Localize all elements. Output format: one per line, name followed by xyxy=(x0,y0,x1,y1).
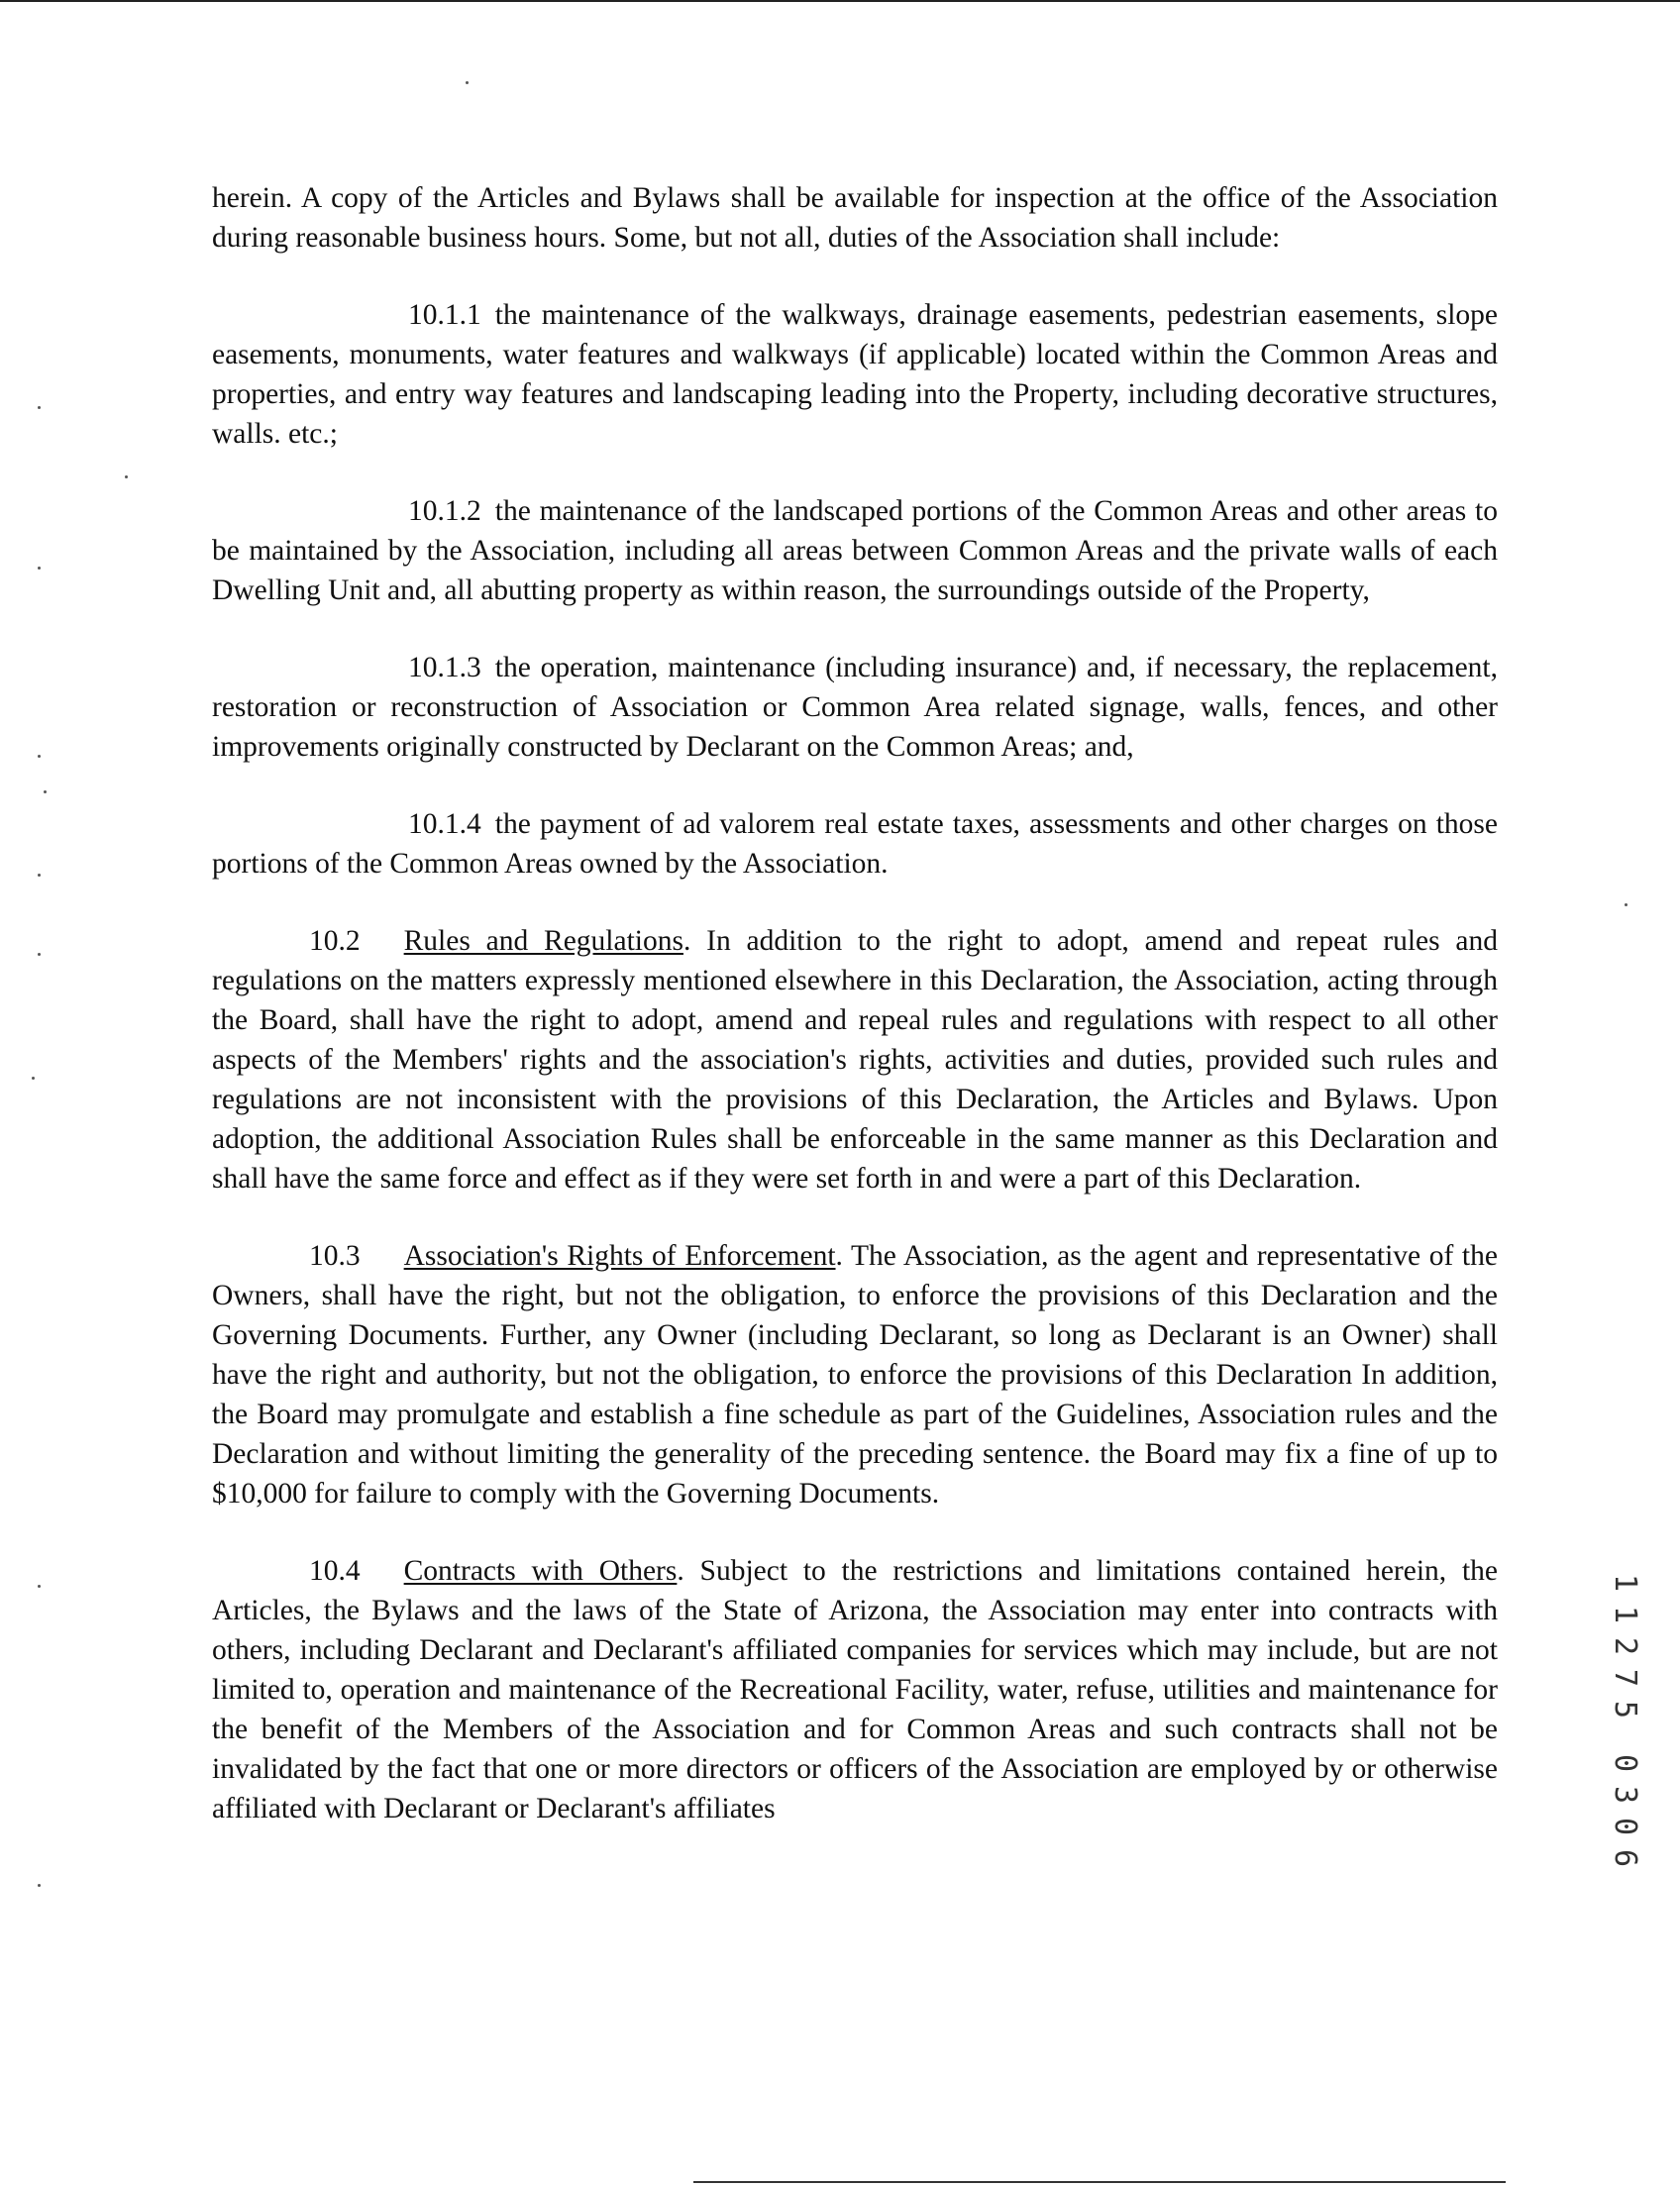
clause-number: 10.1.1 xyxy=(408,299,481,331)
stamp-digit: 3 xyxy=(1608,1785,1642,1805)
stamp-gap xyxy=(1611,1725,1638,1747)
clause-number: 10.1.2 xyxy=(408,495,481,527)
clause-10-1-4 xyxy=(212,804,1498,884)
recording-stamp xyxy=(1608,1567,1642,1874)
clause-10-1-2 xyxy=(212,491,1498,610)
section-10-4 xyxy=(212,1551,1498,1828)
section-heading: Rules and Regulations xyxy=(403,925,683,957)
scan-speck xyxy=(38,567,41,570)
stamp-digit: 6 xyxy=(1608,1848,1642,1868)
scan-speck xyxy=(38,874,41,877)
stamp-digit: 0 xyxy=(1608,1817,1642,1836)
stamp-digit: 5 xyxy=(1608,1700,1642,1719)
section-text: . Subject to the restrictions and limitations contained herein, the Articles, the Bylaws and the laws of the State of Arizona, the Association may enter into contracts with others, including Declarant and Declarant's affiliated companies for services which may include, but are not limited to, operation and maintenance of the Recreational Facility, water, refuse, utilities and maintenance for the benefit of the Members of the Association and for Common Areas and such contracts shall not be invalidated by the fact that one or more directors or officers of the Association are employed by or otherwise affiliated with Declarant or Declarant's affiliates xyxy=(212,1555,1499,1824)
section-text: . The Association, as the agent and representative of the Owners, shall have the right, but not the obligation, to enforce the provisions of this Declaration and the Governing Documents. Further, any Owner (including Declarant, so long as Declarant is an Owner) shall have the right and authority, but not the obligation, to enforce the provisions of this Declaration In addition, the Board may promulgate and establish a fine schedule as part of the Guidelines, Association rules and the Declaration and without limiting the generality of the preceding sentence. the Board may fix a fine of up to $10,000 for failure to comply with the Governing Documents. xyxy=(212,1240,1498,1510)
scan-speck xyxy=(38,1884,41,1887)
intro-text: herein. A copy of the Articles and Bylaws shall be available for inspection at the office of the Association during reasonable business hours. Some, but not all, duties of the Association shall include: xyxy=(212,182,1498,254)
section-10-2 xyxy=(212,921,1498,1198)
stamp-digit: 7 xyxy=(1608,1668,1642,1688)
stamp-digit: 0 xyxy=(1608,1753,1642,1773)
clause-10-1-1 xyxy=(212,295,1498,454)
document-body xyxy=(212,178,1498,1866)
scan-speck xyxy=(125,475,128,478)
clause-10-1-3 xyxy=(212,648,1498,767)
section-heading: Contracts with Others xyxy=(403,1555,678,1587)
section-number: 10.4 xyxy=(309,1555,361,1587)
clause-number: 10.1.3 xyxy=(408,652,481,683)
scan-speck xyxy=(38,1585,41,1588)
stamp-digit: 1 xyxy=(1608,1605,1642,1624)
clause-text: the maintenance of the walkways, drainage easements, pedestrian easements, slope easements, monuments, water features and walkways (if applicable) located within the Common Areas and properties, and entry way features and landscaping leading into the Property, including decorative structures, walls. etc.; xyxy=(212,299,1498,450)
section-number: 10.3 xyxy=(309,1240,361,1272)
stamp-digit: 2 xyxy=(1608,1636,1642,1656)
scan-speck xyxy=(38,755,41,758)
scan-speck xyxy=(44,790,47,793)
scan-speck xyxy=(38,406,41,409)
clause-number: 10.1.4 xyxy=(408,808,481,840)
bottom-rule xyxy=(693,2181,1506,2183)
intro-paragraph xyxy=(212,178,1498,258)
stamp-digit: 1 xyxy=(1608,1573,1642,1593)
section-heading: Association's Rights of Enforcement xyxy=(403,1240,836,1272)
clause-text: the maintenance of the landscaped portions of the Common Areas and other areas to be maintained by the Association, including all areas between Common Areas and the private walls of each Dwelling Unit and, all abutting property as within reason, the surroundings outside of the Property, xyxy=(212,495,1498,606)
scan-speck xyxy=(466,81,469,84)
clause-text: the operation, maintenance (including insurance) and, if necessary, the replacement, restoration or reconstruction of Association or Common Area related signage, walls, fences, and other improvements originally constructed by Declarant on the Common Areas; and, xyxy=(212,652,1498,763)
scan-speck xyxy=(38,953,41,956)
section-number: 10.2 xyxy=(309,925,361,957)
clause-text: the payment of ad valorem real estate taxes, assessments and other charges on those portions of the Common Areas owned by the Association. xyxy=(212,808,1498,880)
section-10-3 xyxy=(212,1236,1498,1513)
scan-speck xyxy=(1625,903,1628,906)
scan-speck xyxy=(32,1077,35,1080)
section-text: . In addition to the right to adopt, amend and repeat rules and regulations on the matters expressly mentioned elsewhere in this Declaration, the Association, acting through the Board, shall have the right to adopt, amend and repeal rules and regulations with respect to all other aspects of the Members' rights and the association's rights, activities and duties, provided such rules and regulations are not inconsistent with the provisions of this Declaration, the Articles and Bylaws. Upon adoption, the additional Association Rules shall be enforceable in the same manner as this Declaration and shall have the same force and effect as if they were set forth in and were a part of this Declaration. xyxy=(212,925,1498,1195)
